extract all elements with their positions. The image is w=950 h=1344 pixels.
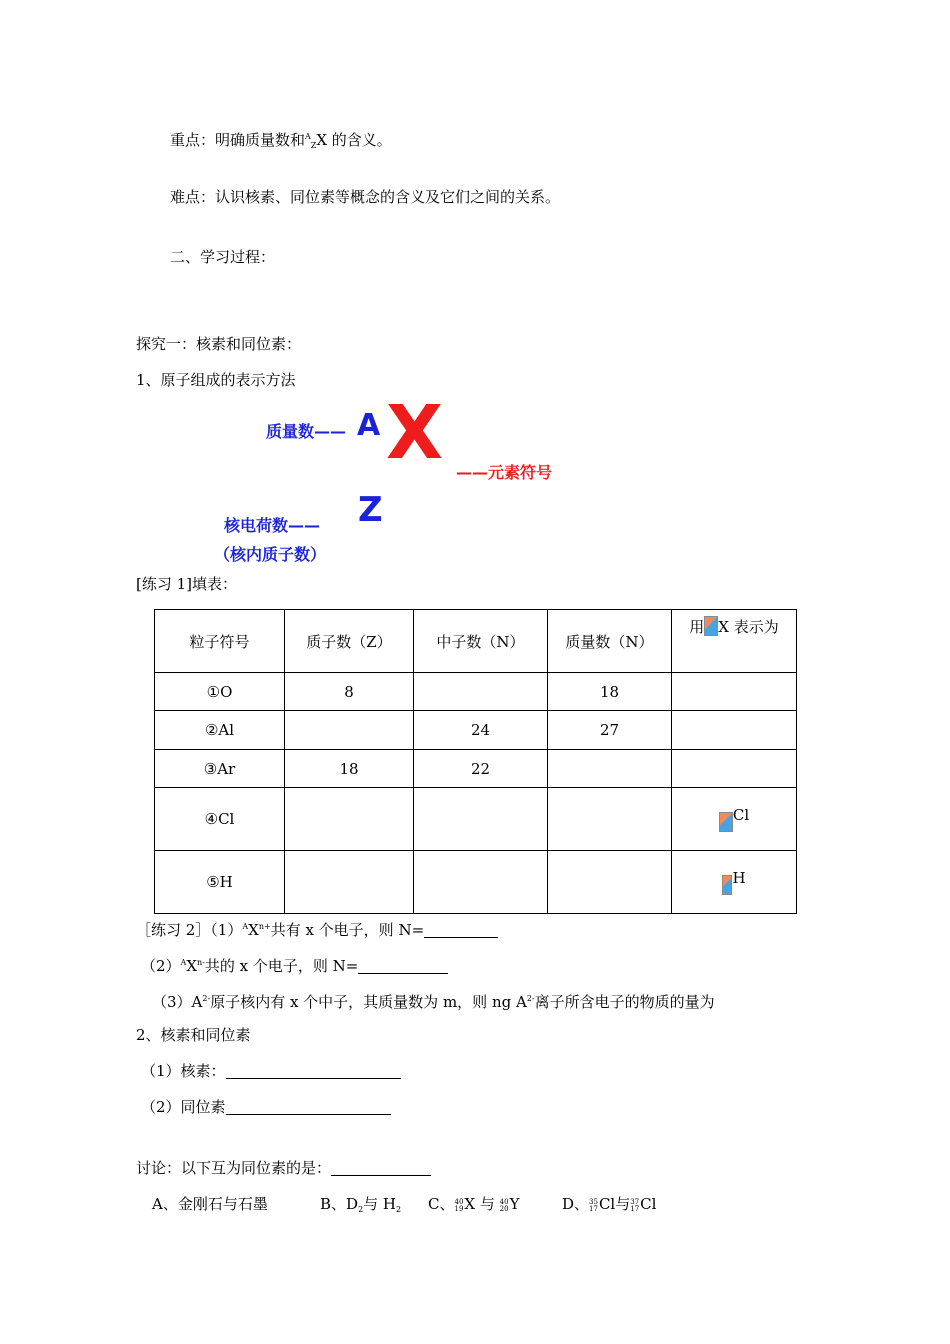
element-symbol-label: ——元素符号 — [456, 463, 553, 482]
cell-neutron — [414, 851, 548, 914]
section2-heading: 2、核素和同位素 — [136, 1026, 251, 1044]
element-symbol: Y — [509, 1195, 520, 1213]
table-row — [155, 673, 797, 711]
isotope-notation: 37 17 — [630, 1198, 640, 1213]
cell-notation — [672, 788, 797, 851]
option-c-label: C、 — [428, 1195, 455, 1213]
q3-text: 原子核内有 x 个中子，其质量数为 m，则 ng A — [210, 993, 527, 1011]
header-notation — [672, 610, 797, 673]
broken-image-icon — [722, 875, 732, 895]
q1-text: 共有 x 个电子，则 N= — [270, 921, 425, 939]
q1-label: ［练习 2］（1） — [136, 921, 243, 939]
table-row — [155, 788, 797, 851]
table-header-row — [155, 610, 797, 673]
cell-symbol: ④Cl — [155, 788, 285, 851]
table-row — [155, 711, 797, 750]
subscript-2: 2 — [358, 1205, 364, 1214]
header-mass-number: 质量数（N） — [548, 610, 672, 673]
q3-text-end: 离子所含电子的物质的量为 — [534, 993, 715, 1011]
q1-symbol: X — [248, 921, 259, 939]
cell-notation — [672, 750, 797, 788]
q2-label: （2） — [141, 957, 181, 975]
key-point-text: 重点：明确质量数和 — [170, 131, 306, 149]
exercise2-q1 — [136, 917, 498, 940]
cell-proton: 8 — [285, 673, 414, 711]
q3-label: （3）A — [152, 993, 203, 1011]
q3-charge-sup-2: 2- — [526, 994, 535, 1003]
cell-neutron — [414, 788, 548, 851]
discussion-line — [136, 1158, 431, 1178]
cell-mass — [548, 788, 672, 851]
key-point-line — [170, 127, 392, 156]
discussion-prompt: 讨论：以下互为同位素的是： — [136, 1159, 332, 1177]
option-b — [320, 1194, 401, 1220]
q2-mass-sup: A — [180, 958, 187, 967]
option-b-mid: 与 H — [363, 1195, 397, 1213]
header-notation-rest: X 表示为 — [718, 618, 779, 636]
cell-mass — [548, 750, 672, 788]
q2-symbol: X — [186, 957, 198, 975]
broken-image-icon — [719, 812, 733, 832]
atomic-Z-letter: Z — [358, 490, 383, 530]
isotope-line — [141, 1097, 391, 1117]
option-d-mid: 与 — [615, 1195, 631, 1213]
element-symbol: X — [464, 1195, 476, 1213]
cell-notation — [672, 673, 797, 711]
q1-mass-sup: A — [242, 922, 249, 931]
cell-symbol: ③Ar — [155, 750, 285, 788]
table-row — [155, 750, 797, 788]
proton-number-label: （核内质子数） — [214, 545, 327, 564]
cell-mass — [548, 851, 672, 914]
cell-notation — [672, 711, 797, 750]
option-c — [428, 1194, 520, 1214]
header-neutron-count: 中子数（N） — [414, 610, 548, 673]
cell-symbol: ①O — [155, 673, 285, 711]
nuclide-line — [141, 1061, 401, 1081]
option-a: A、金刚石与石墨 — [152, 1195, 268, 1213]
mass-number-label: 质量数—— — [266, 422, 347, 441]
key-point-end: X 的含义。 — [316, 131, 392, 149]
notation-symbol: H — [732, 869, 746, 887]
cell-symbol: ⑤H — [155, 851, 285, 914]
isotope-notation: 40 19 — [454, 1198, 464, 1213]
element-symbol: Cl — [640, 1195, 657, 1213]
cell-proton: 18 — [285, 750, 414, 788]
exercise1-title: [练习 1]填表： — [136, 575, 238, 593]
option-b-label: B、D — [320, 1195, 359, 1213]
section-two-heading: 二、学习过程： — [170, 248, 276, 266]
exercise2-q3 — [152, 989, 715, 1012]
subscript-2: 2 — [396, 1205, 402, 1214]
cell-mass: 18 — [548, 673, 672, 711]
cell-neutron — [414, 673, 548, 711]
table-row — [155, 851, 797, 914]
mass-A-letter: A — [357, 408, 381, 443]
explore-heading: 探究一：核素和同位素： — [136, 335, 302, 353]
cell-neutron: 24 — [414, 711, 548, 750]
q2-text: 共的 x 个电子，则 N= — [204, 957, 359, 975]
element-symbol: Cl — [598, 1195, 616, 1213]
notation-symbol: Cl — [732, 806, 750, 824]
broken-image-icon — [704, 616, 718, 636]
q3-charge-sup: 2- — [202, 994, 211, 1003]
isotope-label: （2）同位素 — [141, 1098, 226, 1116]
cell-proton — [285, 788, 414, 851]
q1-answer-blank[interactable] — [424, 922, 498, 938]
nuclear-charge-label: 核电荷数—— — [224, 516, 321, 535]
header-proton-count: 质子数（Z） — [285, 610, 414, 673]
discussion-answer-blank[interactable] — [331, 1160, 431, 1176]
header-particle-symbol: 粒子符号 — [155, 610, 285, 673]
option-d — [562, 1194, 656, 1214]
isotope-answer-blank[interactable] — [226, 1099, 391, 1115]
element-X-letter: X — [386, 390, 444, 476]
exercise1-table — [154, 609, 797, 914]
nuclide-label: （1）核素： — [141, 1062, 226, 1080]
atomic-number-sub: Z — [310, 141, 317, 150]
difficulty-line: 难点：认识核素、同位素等概念的含义及它们之间的关系。 — [170, 188, 561, 206]
option-d-label: D、 — [562, 1195, 590, 1213]
cell-proton — [285, 851, 414, 914]
q2-charge-sup: n- — [197, 958, 205, 967]
exercise2-q2 — [141, 953, 448, 976]
header-notation-use: 用 — [689, 618, 705, 636]
cell-mass: 27 — [548, 711, 672, 750]
cell-proton — [285, 711, 414, 750]
q2-answer-blank[interactable] — [358, 958, 448, 974]
nuclide-answer-blank[interactable] — [226, 1063, 401, 1079]
cell-symbol: ②Al — [155, 711, 285, 750]
isotope-notation: 40 20 — [499, 1198, 509, 1213]
isotope-notation: 35 17 — [589, 1198, 598, 1213]
cell-neutron: 22 — [414, 750, 548, 788]
q1-charge-sup: n+ — [258, 922, 271, 931]
cell-notation — [672, 851, 797, 914]
item1-heading: 1、原子组成的表示方法 — [136, 371, 296, 389]
option-c-mid: 与 — [479, 1195, 495, 1213]
mass-number-sup: A — [305, 132, 311, 141]
